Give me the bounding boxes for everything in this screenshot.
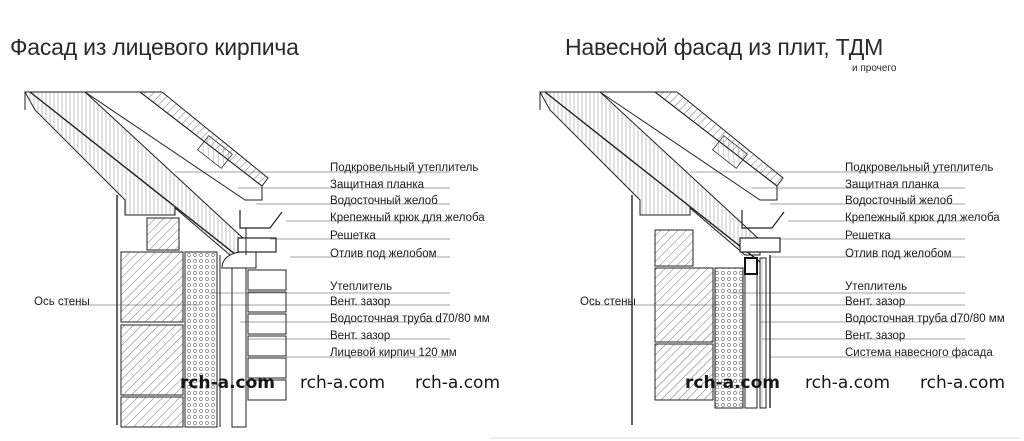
right-label-downpipe: Водосточная труба d70/80 мм bbox=[845, 313, 1005, 325]
watermark: rch-a.com bbox=[415, 373, 500, 393]
left-label-downpipe: Водосточная труба d70/80 мм bbox=[330, 313, 490, 325]
right-label-gutter-hook: Крепежный крюк для желоба bbox=[845, 212, 1000, 224]
left-label-vent-gap-2: Вент. зазор bbox=[330, 330, 391, 342]
left-label-wall-axis: Ось стены bbox=[34, 296, 90, 308]
right-label-protective-strip: Защитная планка bbox=[845, 179, 940, 191]
watermark: rch-a.com bbox=[920, 373, 1005, 393]
left-label-gutter-hook: Крепежный крюк для желоба bbox=[330, 212, 485, 224]
left-label-insulation: Утеплитель bbox=[330, 281, 393, 293]
right-label-facade-system: Система навесного фасада bbox=[845, 347, 993, 359]
left-label-protective-strip: Защитная планка bbox=[330, 179, 425, 191]
watermark: rch-a.com bbox=[180, 373, 276, 393]
left-label-gutter: Водосточный желоб bbox=[330, 195, 438, 207]
left-diagram-title: Фасад из лицевого кирпича bbox=[10, 34, 299, 60]
right-label-drip-under-gutter: Отлив под желобом bbox=[845, 248, 952, 260]
watermark: rch-a.com bbox=[300, 373, 385, 393]
right-label-grille: Решетка bbox=[845, 230, 891, 242]
right-label-vent-gap-1: Вент. зазор bbox=[845, 296, 906, 308]
right-label-underroof-insulation: Подкровельный утеплитель bbox=[845, 162, 994, 174]
left-label-grille: Решетка bbox=[330, 230, 376, 242]
watermark: rch-a.com bbox=[805, 373, 890, 393]
left-label-face-brick: Лицевой кирпич 120 мм bbox=[330, 347, 457, 359]
right-diagram-title: Навесной фасад из плит, ТДМ bbox=[565, 34, 884, 60]
right-label-wall-axis: Ось стены bbox=[580, 296, 636, 308]
right-diagram-subtitle: и прочего bbox=[852, 63, 897, 74]
left-label-underroof-insulation: Подкровельный утеплитель bbox=[330, 162, 479, 174]
left-label-vent-gap-1: Вент. зазор bbox=[330, 296, 391, 308]
right-label-insulation: Утеплитель bbox=[845, 281, 908, 293]
right-label-gutter: Водосточный желоб bbox=[845, 195, 953, 207]
right-label-vent-gap-2: Вент. зазор bbox=[845, 330, 906, 342]
watermark: rch-a.com bbox=[685, 373, 781, 393]
left-label-drip-under-gutter: Отлив под желобом bbox=[330, 248, 437, 260]
